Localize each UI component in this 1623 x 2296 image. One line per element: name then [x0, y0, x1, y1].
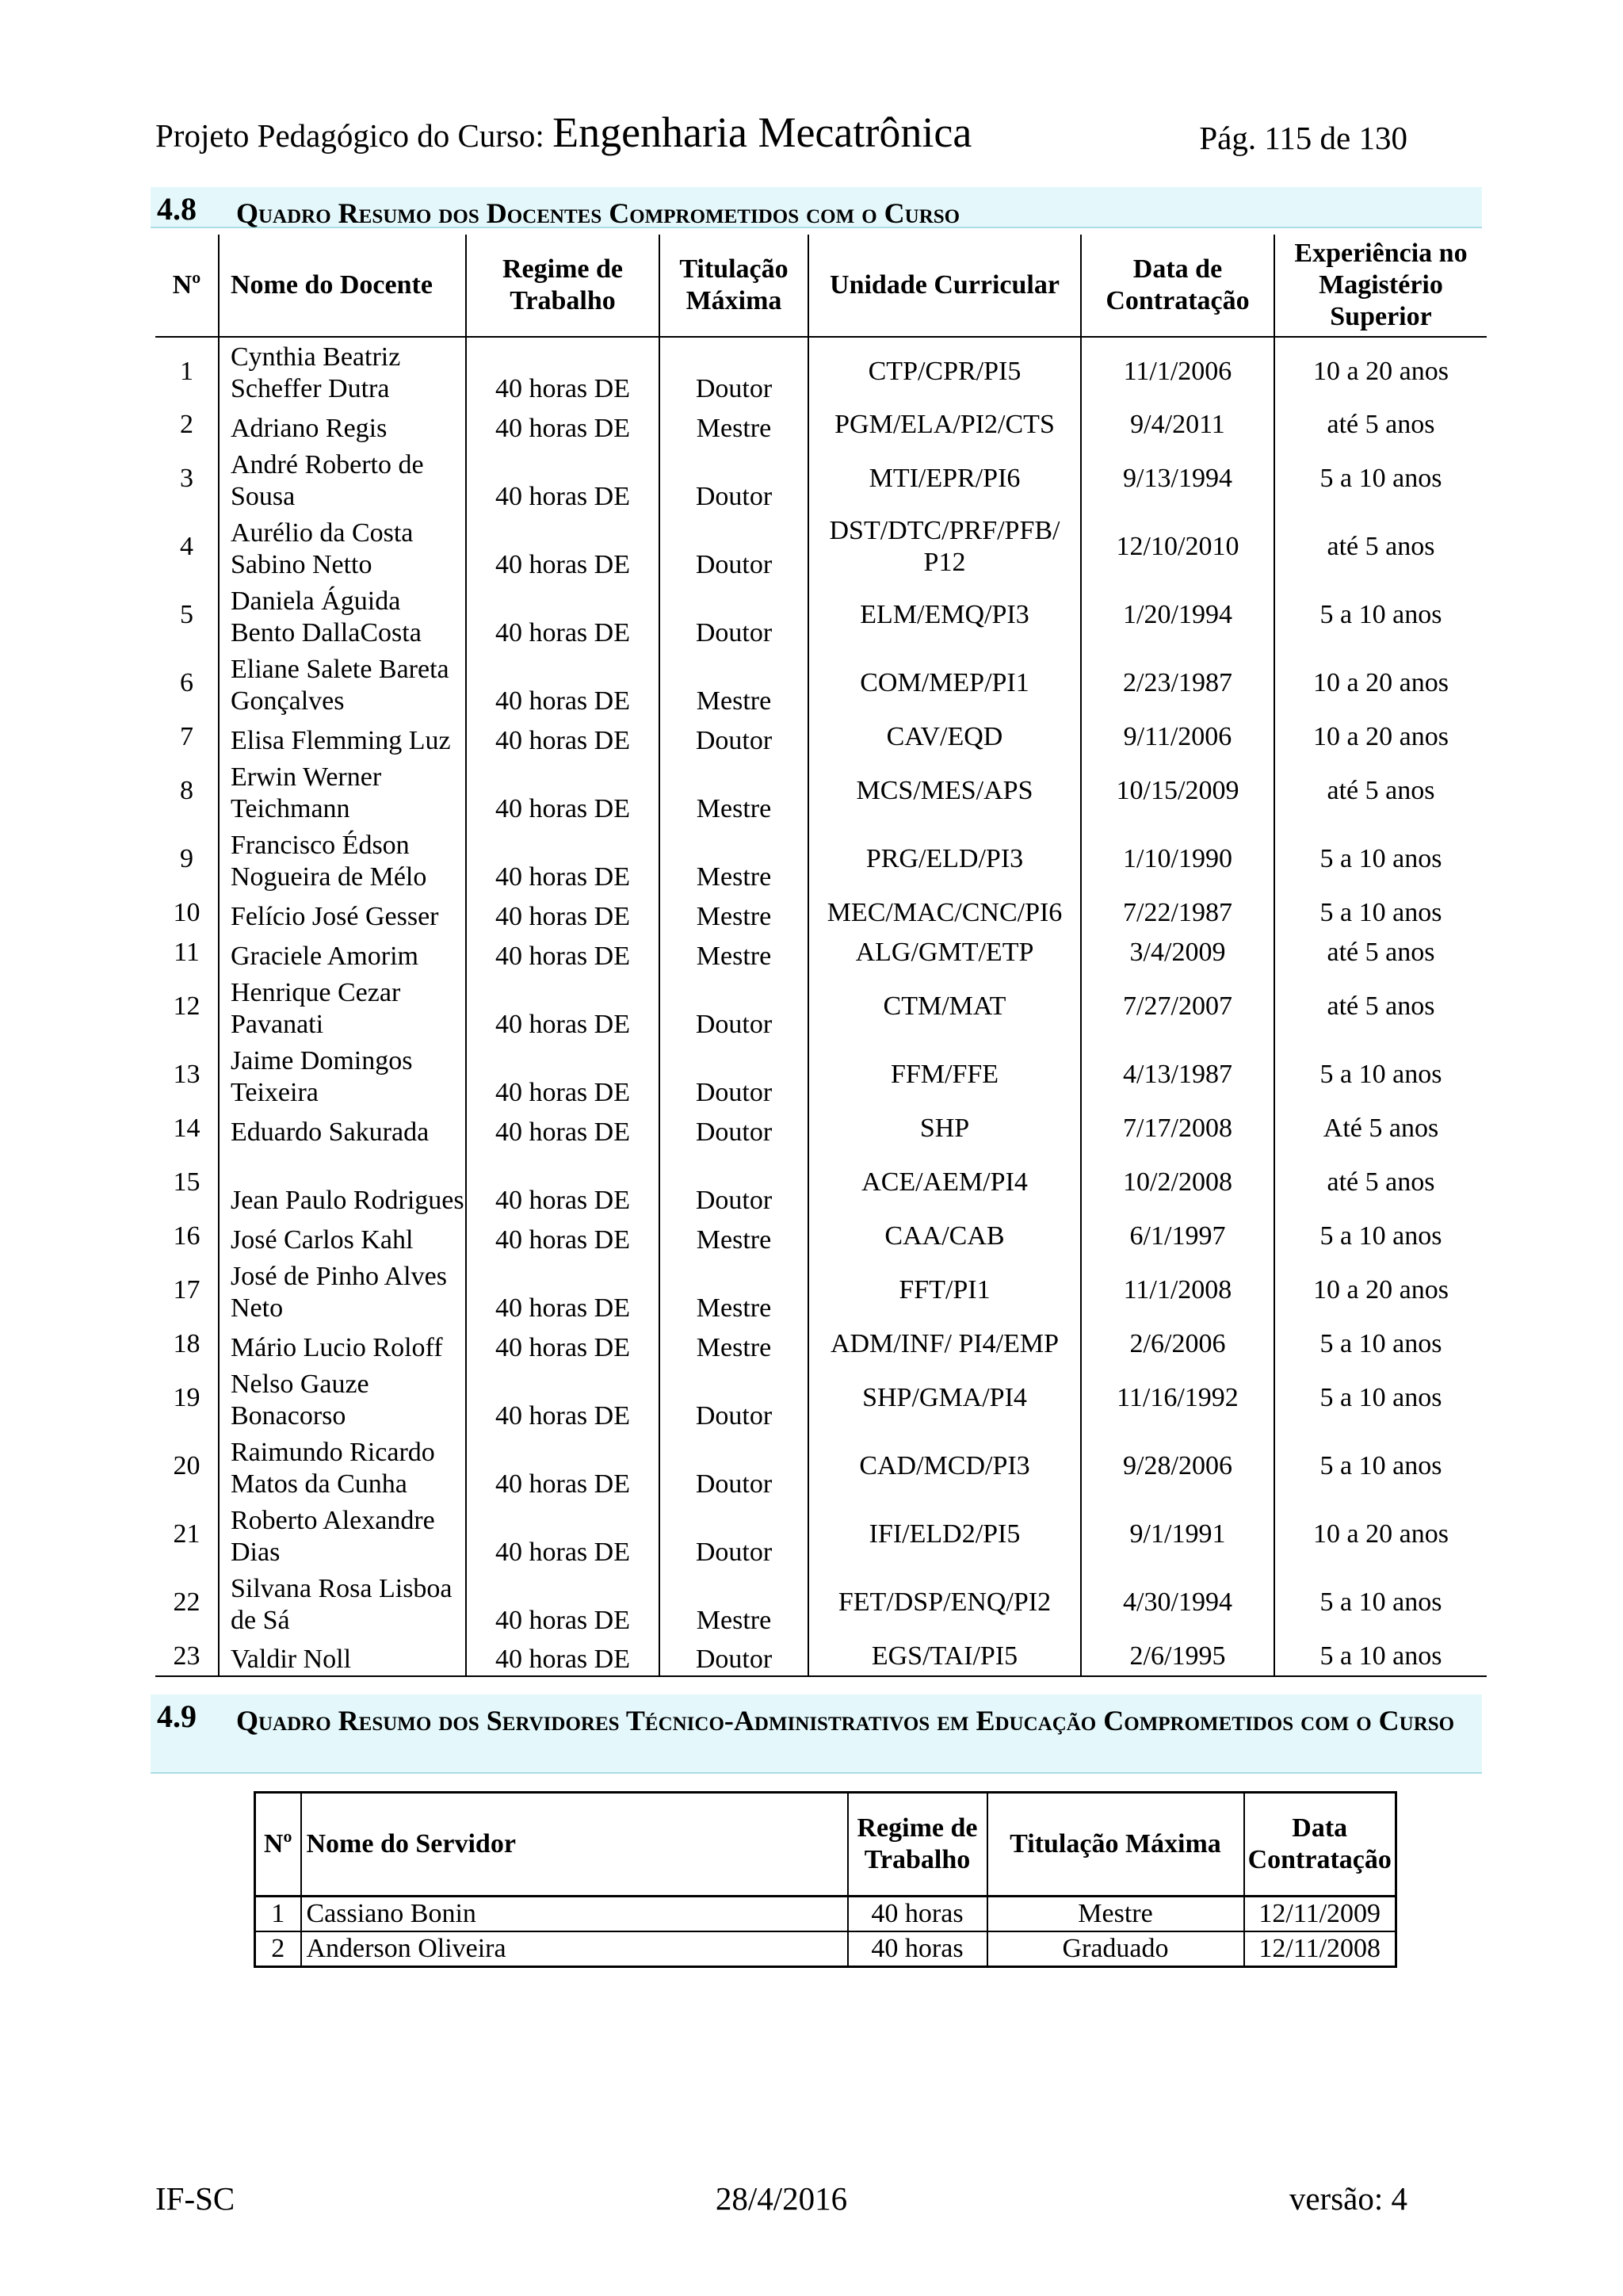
cell-titulacao: Graduado	[987, 1931, 1244, 1967]
cell-titulacao: Doutor	[659, 445, 808, 513]
cell-titulacao: Doutor	[659, 1637, 808, 1676]
cell-unidade: MTI/EPR/PI6	[808, 445, 1081, 513]
col-header-titulacao: Titulação Máxima	[987, 1793, 1244, 1897]
footer-institution: IF-SC	[155, 2180, 235, 2217]
cell-titulacao: Mestre	[659, 405, 808, 445]
col-header-data: Data Contratação	[1244, 1793, 1396, 1897]
cell-experiencia: 5 a 10 anos	[1274, 1637, 1487, 1676]
cell-experiencia: até 5 anos	[1274, 405, 1487, 445]
cell-experiencia: 5 a 10 anos	[1274, 1324, 1487, 1364]
cell-experiencia: 5 a 10 anos	[1274, 825, 1487, 893]
cell-titulacao: Mestre	[659, 1217, 808, 1256]
cell-unidade: MCS/MES/APS	[808, 757, 1081, 825]
cell-data: 12/11/2008	[1244, 1931, 1396, 1967]
cell-regime: 40 horas DE	[466, 1148, 659, 1217]
cell-data: 7/17/2008	[1081, 1109, 1274, 1148]
cell-unidade: ADM/INF/ PI4/EMP	[808, 1324, 1081, 1364]
cell-nome: Elisa Flemming Luz	[219, 717, 466, 757]
cell-data: 4/30/1994	[1081, 1568, 1274, 1637]
course-heading	[155, 108, 972, 157]
course-name: Engenharia Mecatrônica	[552, 109, 972, 156]
section-number: 4.8	[157, 191, 197, 227]
col-header-n: Nº	[155, 235, 219, 337]
table-row	[155, 1500, 1487, 1568]
col-header-n: Nº	[255, 1793, 301, 1897]
cell-titulacao: Doutor	[659, 581, 808, 649]
cell-n: 22	[173, 1587, 200, 1617]
cell-experiencia: 10 a 20 anos	[1274, 1500, 1487, 1568]
servidores-table	[254, 1791, 1397, 1968]
table-row	[155, 972, 1487, 1041]
section-number: 4.9	[157, 1698, 197, 1734]
cell-n: 5	[180, 600, 193, 629]
cell-unidade: MEC/MAC/CNC/PI6	[808, 893, 1081, 933]
cell-regime: 40 horas DE	[466, 1041, 659, 1109]
cell-titulacao: Doutor	[659, 1500, 808, 1568]
cell-n: 3	[180, 464, 193, 493]
table-row	[155, 581, 1487, 649]
cell-regime: 40 horas DE	[466, 649, 659, 717]
cell-titulacao: Mestre	[659, 757, 808, 825]
cell-experiencia: 10 a 20 anos	[1274, 717, 1487, 757]
table-row	[155, 717, 1487, 757]
cell-n: 14	[173, 1114, 200, 1143]
col-header-regime: Regime de Trabalho	[466, 235, 659, 337]
cell-data: 12/11/2009	[1244, 1897, 1396, 1932]
cell-nome: Valdir Noll	[219, 1637, 466, 1676]
cell-nome: Eduardo Sakurada	[219, 1109, 466, 1148]
cell-titulacao: Mestre	[659, 1568, 808, 1637]
cell-n: 13	[173, 1060, 200, 1089]
cell-data: 2/6/1995	[1081, 1637, 1274, 1676]
cell-nome: José Carlos Kahl	[219, 1217, 466, 1256]
cell-data: 9/4/2011	[1081, 405, 1274, 445]
cell-nome: Jaime Domingos Teixeira	[219, 1041, 466, 1109]
cell-regime: 40 horas DE	[466, 1256, 659, 1324]
cell-data: 7/22/1987	[1081, 893, 1274, 933]
cell-n: 23	[155, 1637, 219, 1676]
cell-nome: José de Pinho Alves Neto	[219, 1256, 466, 1324]
table-row	[155, 1432, 1487, 1500]
cell-nome: Felício José Gesser	[219, 893, 466, 933]
cell-titulacao: Mestre	[659, 825, 808, 893]
section-4-9-heading	[151, 1694, 1482, 1774]
cell-data: 9/1/1991	[1081, 1500, 1274, 1568]
cell-n: 12	[173, 991, 200, 1021]
section-4-8-heading	[151, 187, 1482, 228]
cell-regime: 40 horas DE	[466, 972, 659, 1041]
course-label: Projeto Pedagógico do Curso:	[155, 117, 553, 154]
cell-titulacao: Doutor	[659, 717, 808, 757]
cell-experiencia: 5 a 10 anos	[1274, 1364, 1487, 1432]
table-row	[155, 1148, 1487, 1217]
cell-unidade: CAV/EQD	[808, 717, 1081, 757]
col-header-titulacao: Titulação Máxima	[659, 235, 808, 337]
table-row	[155, 757, 1487, 825]
cell-nome: Adriano Regis	[219, 405, 466, 445]
cell-experiencia: até 5 anos	[1274, 933, 1487, 972]
cell-nome: Aurélio da Costa Sabino Netto	[219, 513, 466, 581]
cell-data: 7/27/2007	[1081, 972, 1274, 1041]
cell-titulacao: Mestre	[659, 933, 808, 972]
table-row	[155, 1256, 1487, 1324]
cell-regime: 40 horas DE	[466, 1568, 659, 1637]
cell-nome: Anderson Oliveira	[301, 1931, 848, 1967]
cell-titulacao: Mestre	[987, 1897, 1244, 1932]
cell-titulacao: Mestre	[659, 649, 808, 717]
cell-nome: Henrique Cezar Pavanati	[219, 972, 466, 1041]
table-row	[155, 513, 1487, 581]
cell-unidade: SHP/GMA/PI4	[808, 1364, 1081, 1432]
cell-unidade: CTM/MAT	[808, 972, 1081, 1041]
cell-regime: 40 horas	[848, 1931, 987, 1967]
cell-nome: Silvana Rosa Lisboa de Sá	[219, 1568, 466, 1637]
cell-n: 11	[174, 938, 200, 967]
cell-unidade: ALG/GMT/ETP	[808, 933, 1081, 972]
cell-regime: 40 horas DE	[466, 1432, 659, 1500]
cell-regime: 40 horas DE	[466, 717, 659, 757]
cell-experiencia: Até 5 anos	[1274, 1109, 1487, 1148]
cell-titulacao: Doutor	[659, 513, 808, 581]
cell-n: 10	[173, 898, 200, 927]
cell-data: 9/28/2006	[1081, 1432, 1274, 1500]
docentes-header-row	[155, 235, 1487, 337]
table-row	[155, 1324, 1487, 1364]
cell-data: 2/6/2006	[1081, 1324, 1274, 1364]
cell-unidade: FFT/PI1	[808, 1256, 1081, 1324]
docentes-body	[155, 337, 1487, 1676]
cell-nome: Francisco Édson Nogueira de Mélo	[219, 825, 466, 893]
col-header-unidade: Unidade Curricular	[808, 235, 1081, 337]
cell-unidade: CAA/CAB	[808, 1217, 1081, 1256]
cell-nome: André Roberto de Sousa	[219, 445, 466, 513]
cell-titulacao: Doutor	[659, 1364, 808, 1432]
table-row	[155, 649, 1487, 717]
cell-n: 1	[180, 356, 193, 386]
cell-titulacao: Doutor	[659, 1109, 808, 1148]
cell-data: 3/4/2009	[1081, 933, 1274, 972]
page-footer	[155, 2179, 1407, 2219]
cell-regime: 40 horas DE	[466, 1500, 659, 1568]
table-row	[155, 337, 1487, 405]
cell-n: 18	[173, 1329, 200, 1358]
cell-n: 9	[180, 844, 193, 873]
table-row	[155, 1041, 1487, 1109]
cell-data: 9/13/1994	[1081, 445, 1274, 513]
cell-regime: 40 horas DE	[466, 933, 659, 972]
cell-unidade: PGM/ELA/PI2/CTS	[808, 405, 1081, 445]
cell-titulacao: Doutor	[659, 337, 808, 405]
cell-regime: 40 horas DE	[466, 405, 659, 445]
col-header-nome: Nome do Docente	[219, 235, 466, 337]
cell-data: 11/16/1992	[1081, 1364, 1274, 1432]
cell-nome: Eliane Salete Bareta Gonçalves	[219, 649, 466, 717]
cell-regime: 40 horas DE	[466, 1217, 659, 1256]
cell-titulacao: Mestre	[659, 1324, 808, 1364]
cell-data: 12/10/2010	[1081, 513, 1274, 581]
cell-nome: Cynthia Beatriz Scheffer Dutra	[219, 337, 466, 405]
cell-experiencia: 10 a 20 anos	[1274, 1256, 1487, 1324]
cell-nome: Graciele Amorim	[219, 933, 466, 972]
cell-experiencia: até 5 anos	[1274, 757, 1487, 825]
section-title: Quadro Resumo dos Docentes Comprometidos com o Curso	[236, 197, 960, 229]
cell-experiencia: 5 a 10 anos	[1274, 1432, 1487, 1500]
cell-titulacao: Doutor	[659, 1148, 808, 1217]
cell-regime: 40 horas DE	[466, 1637, 659, 1676]
cell-unidade: FFM/FFE	[808, 1041, 1081, 1109]
cell-unidade: FET/DSP/ENQ/PI2	[808, 1568, 1081, 1637]
cell-unidade: PRG/ELD/PI3	[808, 825, 1081, 893]
cell-regime: 40 horas DE	[466, 445, 659, 513]
cell-nome: Jean Paulo Rodrigues	[219, 1148, 466, 1217]
col-header-experiencia: Experiência no Magistério Superior	[1274, 235, 1487, 337]
section-title: Quadro Resumo dos Servidores Técnico-Administrativos em Educação Comprometidos com o Curso	[236, 1705, 1455, 1736]
table-row	[155, 1217, 1487, 1256]
cell-n: 20	[173, 1451, 200, 1480]
cell-experiencia: 5 a 10 anos	[1274, 445, 1487, 513]
cell-nome: Roberto Alexandre Dias	[219, 1500, 466, 1568]
cell-data: 11/1/2008	[1081, 1256, 1274, 1324]
servidores-header-row	[255, 1793, 1396, 1897]
cell-n: 21	[173, 1519, 200, 1549]
cell-n: 4	[180, 532, 193, 561]
cell-nome: Cassiano Bonin	[301, 1897, 848, 1932]
table-row	[255, 1931, 1396, 1967]
cell-n: 19	[173, 1383, 200, 1412]
table-row	[155, 825, 1487, 893]
cell-experiencia: 5 a 10 anos	[1274, 1041, 1487, 1109]
table-row	[155, 933, 1487, 972]
cell-nome: Daniela Águida Bento DallaCosta	[219, 581, 466, 649]
cell-unidade: CAD/MCD/PI3	[808, 1432, 1081, 1500]
cell-regime: 40 horas DE	[466, 513, 659, 581]
docentes-table	[155, 235, 1487, 1677]
cell-nome: Mário Lucio Roloff	[219, 1324, 466, 1364]
cell-n: 2	[255, 1931, 301, 1967]
cell-n: 7	[180, 722, 193, 751]
cell-n: 17	[173, 1275, 200, 1305]
page-number: Pág. 115 de 130	[1199, 120, 1407, 156]
cell-data: 10/15/2009	[1081, 757, 1274, 825]
cell-regime: 40 horas DE	[466, 1364, 659, 1432]
table-row	[155, 1109, 1487, 1148]
col-header-regime: Regime de Trabalho	[848, 1793, 987, 1897]
cell-unidade: ACE/AEM/PI4	[808, 1148, 1081, 1217]
cell-nome: Nelso Gauze Bonacorso	[219, 1364, 466, 1432]
cell-data: 6/1/1997	[1081, 1217, 1274, 1256]
cell-n: 15	[173, 1167, 200, 1197]
table-row	[155, 1568, 1487, 1637]
cell-regime: 40 horas DE	[466, 825, 659, 893]
cell-experiencia: até 5 anos	[1274, 972, 1487, 1041]
cell-data: 1/10/1990	[1081, 825, 1274, 893]
table-row	[155, 893, 1487, 933]
cell-data: 10/2/2008	[1081, 1148, 1274, 1217]
cell-regime: 40 horas DE	[466, 581, 659, 649]
cell-experiencia: 5 a 10 anos	[1274, 581, 1487, 649]
table-row	[255, 1897, 1396, 1932]
cell-n: 16	[173, 1221, 200, 1251]
cell-unidade: DST/DTC/PRF/PFB/ P12	[808, 513, 1081, 581]
cell-regime: 40 horas DE	[466, 337, 659, 405]
cell-titulacao: Doutor	[659, 1432, 808, 1500]
cell-regime: 40 horas DE	[466, 893, 659, 933]
cell-unidade: ELM/EMQ/PI3	[808, 581, 1081, 649]
cell-regime: 40 horas DE	[466, 1324, 659, 1364]
cell-nome: Raimundo Ricardo Matos da Cunha	[219, 1432, 466, 1500]
cell-unidade: EGS/TAI/PI5	[808, 1637, 1081, 1676]
page-header	[155, 94, 1407, 157]
cell-data: 2/23/1987	[1081, 649, 1274, 717]
cell-titulacao: Mestre	[659, 893, 808, 933]
cell-data: 11/1/2006	[1081, 337, 1274, 405]
cell-data: 9/11/2006	[1081, 717, 1274, 757]
table-row	[155, 1637, 1487, 1676]
cell-experiencia: 5 a 10 anos	[1274, 1217, 1487, 1256]
cell-n: 1	[255, 1897, 301, 1932]
cell-nome: Erwin Werner Teichmann	[219, 757, 466, 825]
cell-regime: 40 horas	[848, 1897, 987, 1932]
cell-experiencia: até 5 anos	[1274, 513, 1487, 581]
footer-date: 28/4/2016	[715, 2180, 848, 2217]
cell-experiencia: 5 a 10 anos	[1274, 893, 1487, 933]
cell-titulacao: Doutor	[659, 972, 808, 1041]
cell-experiencia: até 5 anos	[1274, 1148, 1487, 1217]
cell-n: 2	[180, 410, 193, 439]
footer-version: versão: 4	[1289, 2180, 1407, 2217]
cell-data: 1/20/1994	[1081, 581, 1274, 649]
cell-titulacao: Mestre	[659, 1256, 808, 1324]
cell-n: 8	[180, 776, 193, 805]
cell-unidade: IFI/ELD2/PI5	[808, 1500, 1081, 1568]
table-row	[155, 405, 1487, 445]
cell-experiencia: 10 a 20 anos	[1274, 649, 1487, 717]
col-header-nome: Nome do Servidor	[301, 1793, 848, 1897]
servidores-body	[255, 1897, 1396, 1967]
col-header-data: Data de Contratação	[1081, 235, 1274, 337]
cell-n: 6	[180, 668, 193, 697]
cell-titulacao: Doutor	[659, 1041, 808, 1109]
cell-experiencia: 5 a 10 anos	[1274, 1568, 1487, 1637]
cell-data: 4/13/1987	[1081, 1041, 1274, 1109]
cell-unidade: CTP/CPR/PI5	[808, 337, 1081, 405]
table-row	[155, 445, 1487, 513]
cell-experiencia: 10 a 20 anos	[1274, 337, 1487, 405]
cell-unidade: SHP	[808, 1109, 1081, 1148]
cell-regime: 40 horas DE	[466, 757, 659, 825]
cell-unidade: COM/MEP/PI1	[808, 649, 1081, 717]
cell-regime: 40 horas DE	[466, 1109, 659, 1148]
table-row	[155, 1364, 1487, 1432]
